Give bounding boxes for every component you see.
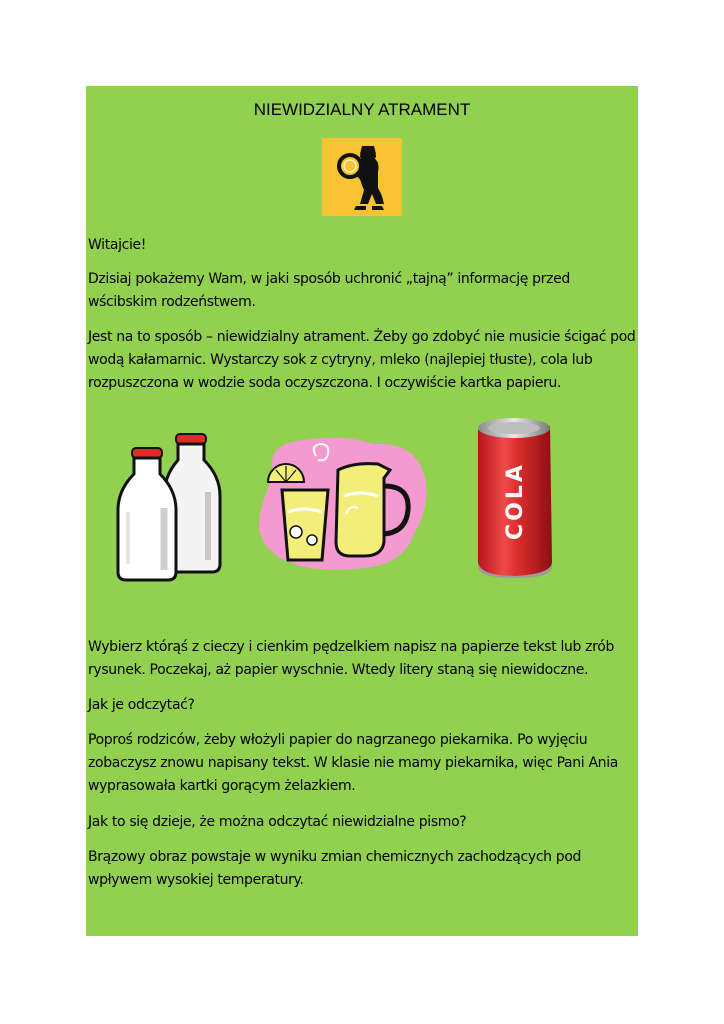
question-text: Jak je odczytać? <box>88 697 195 713</box>
reading-paragraph: Poproś rodziców, żeby włożyli papier do nagrzanego piekarnika. Po wyjęciu zobaczysz znowu napisany tekst. W klasie nie mamy piekarnika, więc Pani Ania wyprasowała kartki gorącym żelazkiem. <box>88 732 618 794</box>
milk-bottles-icon <box>116 432 224 582</box>
greeting-text: Witajcie! <box>88 237 147 253</box>
method-paragraph: Jest na to sposób – niewidzialny atrament. Żeby go zdobyć nie musicie ścigać pod wodą kałamarnic. Wystarczy sok z cytryny, mleko (najlepiej tłuste), cola lub rozpuszczona w wodzie soda oczyszczona. I oczywiście kartka papieru. <box>88 329 636 391</box>
why-question-text: Jak to się dzieje, że można odczytać niewidzialne pismo? <box>88 814 467 830</box>
content-panel <box>86 86 638 936</box>
detective-icon-box <box>322 138 402 216</box>
cola-can-image <box>472 412 556 582</box>
page-title: NIEWIDZIALNY ATRAMENT <box>253 100 471 119</box>
milk-bottles-image <box>116 432 224 586</box>
instructions-paragraph: Wybierz którąś z cieczy i cienkim pędzelkiem napisz na papierze tekst lub zrób rysunek. Poczekaj, aż papier wyschnie. Wtedy litery staną się niewidoczne. <box>88 639 615 678</box>
lemonade-pitcher-icon <box>254 434 434 574</box>
detective-with-magnifier-icon <box>322 138 402 216</box>
cola-can-icon <box>472 412 556 578</box>
cola-label: COLA <box>503 462 528 540</box>
lemonade-image <box>254 434 434 578</box>
intro-paragraph: Dzisiaj pokażemy Wam, w jaki sposób uchronić „tajną” informację przed wścibskim rodzeństwem. <box>88 271 570 310</box>
explanation-paragraph: Brązowy obraz powstaje w wyniku zmian chemicznych zachodzących pod wpływem wysokiej temperatury. <box>88 849 582 888</box>
